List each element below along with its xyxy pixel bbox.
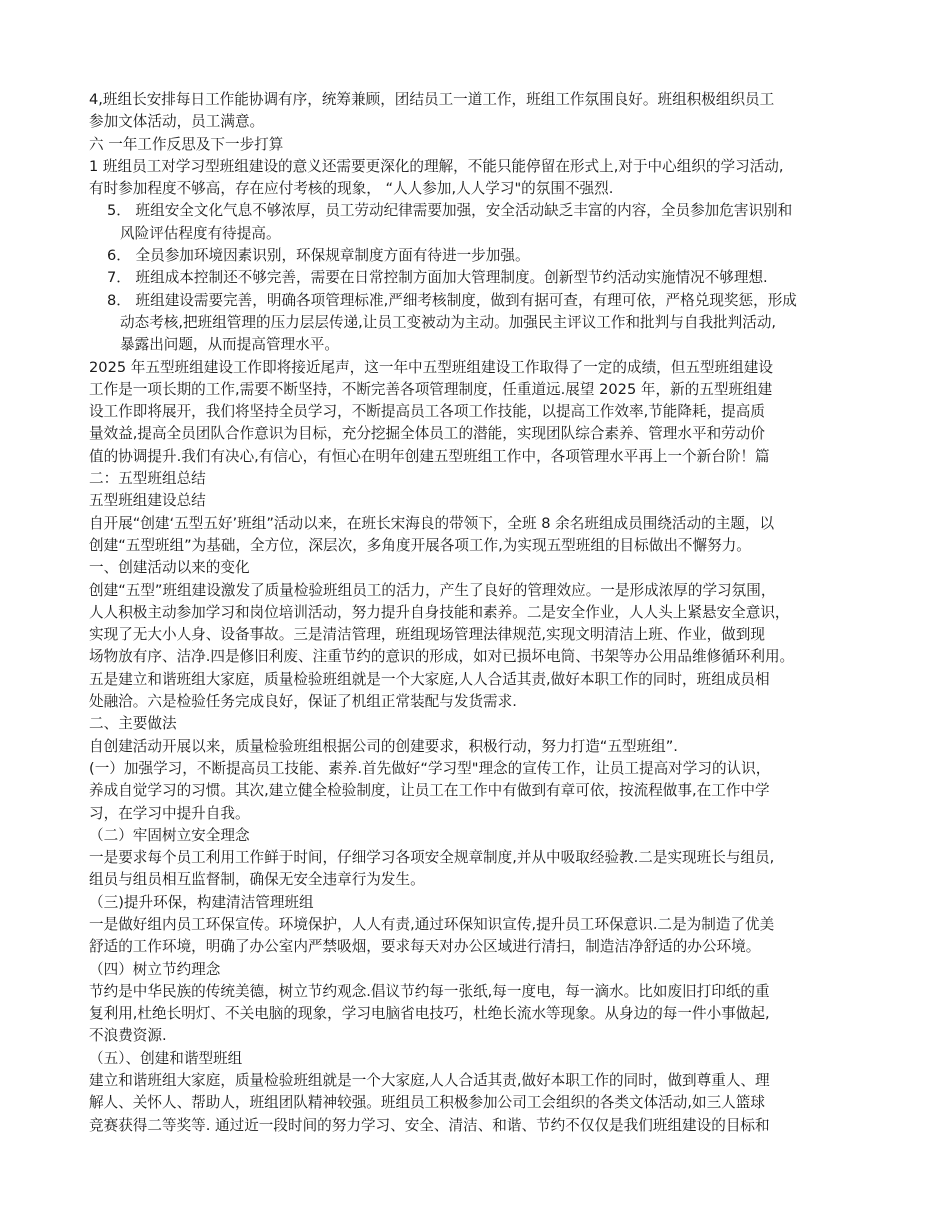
text-line: 设工作即将展开，我们将坚持全员学习，不断提高员工各项工作技能，以提高工作效率,节能降耗，提高质 (89, 403, 765, 421)
text-line: 7． 班组成本控制还不够完善，需要在日常控制方面加大管理制度。创新型节约活动实施情况不够理想. (107, 269, 768, 287)
text-line: 解人、关怀人、帮助人，班组团队精神较强。班组员工积极参加公司工会组织的各类文体活动,如三人篮球 (89, 1094, 765, 1112)
text-line: 复利用,杜绝长明灯、不关电脑的现象，学习电脑省电技巧，杜绝长流水等现象。从身边的每一件小事做起, (89, 1005, 770, 1023)
text-line: 风险评估程度有待提高。 (120, 224, 281, 242)
text-line: 参加文体活动，员工满意。 (89, 113, 265, 131)
text-line: 值的协调提升.我们有决心,有信心，有恒心在明年创建五型班组工作中，各项管理水平再上一个新台阶！篇 (89, 447, 770, 465)
text-line: 场物放有序、洁净.四是修旧利废、注重节约的意识的形成，如对已损坏电筒、书架等办公用品维修循环利用。 (89, 648, 795, 666)
text-line: 6． 全员参加环境因素识别，环保规章制度方面有待进一步加强。 (107, 247, 530, 265)
text-line: 二、主要做法 (89, 715, 177, 733)
text-line: 一是要求每个员工利用工作鲜于时间，仔细学习各项安全规章制度,并从中吸取经验教.二是实现班长与组员, (89, 849, 775, 867)
text-line: 实现了无大小人身、设备事故。三是清洁管理，班组现场管理法律规范,实现文明清洁上班、作业，做到现 (89, 626, 765, 644)
text-line: 组员与组员相互监督制，确保无安全违章行为发生。 (89, 871, 425, 889)
text-line: 竞赛获得二等奖等. 通过近一段时间的努力学习、安全、清洁、和谐、节约不仅仅是我们班组建设的目标和 (89, 1116, 770, 1134)
text-line: 舒适的工作环境，明确了办公室内严禁吸烟，要求每天对办公区域进行清扫，制造洁净舒适的办公环境。 (89, 938, 761, 956)
text-line: （二）牢固树立安全理念 (89, 826, 250, 844)
text-line: 人人积极主动参加学习和岗位培训活动，努力提升自身技能和素养。二是安全作业，人人头上紧悬安全意识， (89, 603, 790, 621)
text-line: 2025 年五型班组建设工作即将接近尾声，这一年中五型班组建设工作取得了一定的成绩，但五型班组建设 (89, 358, 773, 376)
text-line: 不浪费资源. (89, 1027, 167, 1045)
text-line: 建立和谐班组大家庭，质量检验班组就是一个大家庭,人人合适其责,做好本职工作的同时，做到尊重人、理 (89, 1072, 770, 1090)
text-line: 5． 班组安全文化气息不够浓厚，员工劳动纪律需要加强，安全活动缺乏丰富的内容，全员参加危害识别和 (107, 202, 793, 220)
text-line: (一）加强学习，不断提高员工技能、素养.首先做好“学习型"理念的宣传工作，让员工提高对学习的认识， (89, 759, 771, 777)
text-line: 有时参加程度不够高，存在应付考核的现象， “人人参加,人人学习"的氛围不强烈. (89, 180, 614, 198)
text-line: 节约是中华民族的传统美德，树立节约观念.倡议节约每一张纸,每一度电，每一滴水。比如废旧打印纸的重 (89, 982, 770, 1000)
text-line: 1 班组员工对学习型班组建设的意义还需要更深化的理解，不能只能停留在形式上,对于中心组织的学习活动, (89, 157, 784, 175)
text-line: 五型班组建设总结 (89, 492, 206, 510)
text-line: 创建“五型”班组建设激发了质量检验班组员工的活力，产生了良好的管理效应。一是形成浓厚的学习氛围， (89, 581, 776, 599)
text-line: 二：五型班组总结 (89, 470, 206, 488)
text-line: （五）、创建和谐型班组 (89, 1049, 243, 1067)
text-line: 一是做好组内员工环保宣传。环境保护，人人有责,通过环保知识宣传,提升员工环保意识.二是为制造了优美 (89, 915, 775, 933)
text-line: 暴露出问题，从而提高管理水平。 (120, 336, 339, 354)
text-line: 自开展“创建‘五型五好’班组”活动以来，在班长宋海良的带领下，全班 8 余名班组成员围绕活动的主题，以 (89, 514, 775, 532)
text-line: 8． 班组建设需要完善，明确各项管理标准,严细考核制度，做到有据可查，有理可依，严格兑现奖惩，形成 (107, 291, 797, 309)
text-line: 量效益,提高全员团队合作意识为目标，充分挖掘全体员工的潜能，实现团队综合素养、管理水平和劳动价 (89, 425, 765, 443)
text-line: 处融洽。六是检验任务完成良好，保证了机组正常装配与发货需求. (89, 693, 517, 711)
text-line: 创建“五型班组”为基础，全方位，深层次，多角度开展各项工作,为实现五型班组的目标做出不懈努力。 (89, 536, 751, 554)
text-line: 养成自觉学习的习惯。其次,建立健全检验制度，让员工在工作中有做到有章可依，按流程做事,在工作中学 (89, 782, 770, 800)
text-line: 一、创建活动以来的变化 (89, 559, 250, 577)
text-line: 4,班组长安排每日工作能协调有序，统筹兼顾，团结员工一道工作，班组工作氛围良好。班组积极组织员工 (89, 91, 775, 108)
text-line: （四）树立节约理念 (89, 960, 221, 978)
text-line: 自创建活动开展以来，质量检验班组根据公司的创建要求，积极行动，努力打造“五型班组”. (89, 737, 678, 755)
text-line: 动态考核,把班组管理的压力层层传递,让员工变被动为主动。加强民主评议工作和批判与自我批判活动, (120, 313, 777, 331)
text-line: 工作是一项长期的工作,需要不断坚持，不断完善各项管理制度，任重道远.展望 2025 年，新的五型班组建 (89, 380, 773, 398)
text-line: （三)提升环保，构建清洁管理班组 (89, 893, 314, 911)
text-line: 习，在学习中提升自我。 (89, 804, 250, 822)
text-line: 五是建立和谐班组大家庭，质量检验班组就是一个大家庭,人人合适其责,做好本职工作的同时，班组成员相 (89, 670, 770, 688)
text-line: 六 一年工作反思及下一步打算 (89, 135, 284, 153)
